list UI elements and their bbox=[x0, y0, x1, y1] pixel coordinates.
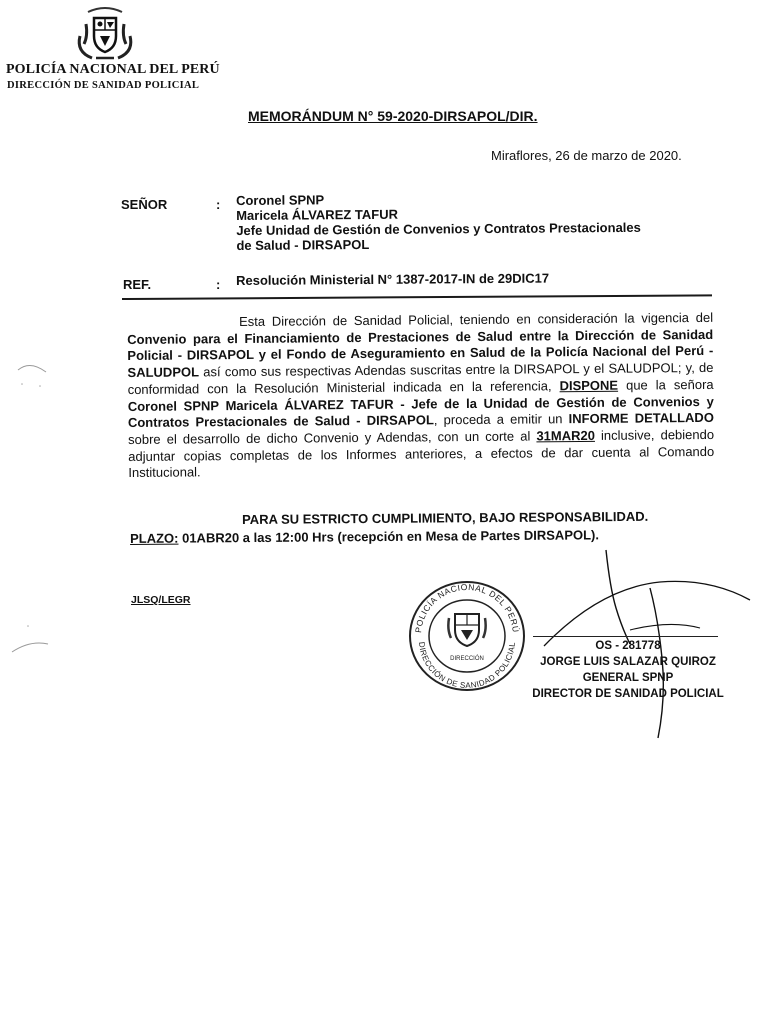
body-text: Esta Dirección de Sanidad Policial, teniendo en consideración la vigencia del bbox=[238, 309, 714, 330]
header-divider bbox=[122, 294, 712, 300]
seal-crest-icon bbox=[448, 614, 485, 646]
seal-bottom-text: DIRECCIÓN DE SANIDAD POLICIAL bbox=[416, 641, 518, 691]
agreement-name: Convenio para el Financiamiento de Prestaciones de Salud entre la Dirección de Sanidad Policial - DIRSAPOL y el Fondo de Aseguramiento en Salud de la Policía Nacional del Perú - SALUDPOL bbox=[127, 326, 714, 381]
body-text: inclusive, debiendo adjuntar copias completas de los Informes anteriores, a efectos de dar cuenta al Comando Institucional. bbox=[128, 426, 715, 481]
seal-inner-label: DIRECCIÓN bbox=[450, 656, 484, 662]
date-line: Miraflores, 26 de marzo de 2020. bbox=[491, 148, 682, 163]
body-text: sobre el desarrollo de dicho Convenio y Adendas, con un corte al bbox=[128, 428, 537, 447]
addressee-line: Maricela ÁLVAREZ TAFUR bbox=[236, 206, 399, 223]
deadline-text: 01ABR20 a las 12:00 Hrs (recepción en Mesa de Partes DIRSAPOL). bbox=[178, 527, 600, 546]
signatory-rank: GENERAL SPNP bbox=[582, 672, 674, 684]
closing-statement: PARA SU ESTRICTO CUMPLIMIENTO, BAJO RESPONSABILIDAD. bbox=[242, 508, 649, 527]
institution-name: POLICÍA NACIONAL DEL PERÚ bbox=[6, 62, 220, 77]
signatory-block bbox=[528, 638, 728, 702]
reference-label: REF. bbox=[123, 277, 152, 292]
addressee-block bbox=[236, 189, 716, 253]
body-text: así como sus respectivas Adendas suscritas entre la DIRSAPOL y el SALUDPOL; y, de conformidad con la Resolución Ministerial indicada en la referencia, bbox=[127, 359, 714, 397]
signatory-code: OS - 281778 bbox=[595, 640, 661, 652]
body-text: , proceda a emitir un bbox=[433, 411, 569, 428]
seal-top-text: POLICÍA NACIONAL DEL PERÚ bbox=[413, 581, 521, 634]
body-text: que la señora bbox=[617, 376, 714, 393]
scan-margin-marks bbox=[0, 350, 60, 670]
body-paragraph bbox=[127, 310, 714, 482]
reference-colon: : bbox=[216, 277, 221, 292]
signatory-position: DIRECTOR DE SANIDAD POLICIAL bbox=[532, 688, 724, 700]
addressee-label: SEÑOR bbox=[121, 197, 168, 212]
peru-coat-of-arms-icon bbox=[74, 6, 136, 62]
memo-title: MEMORÁNDUM N° 59-2020-DIRSAPOL/DIR. bbox=[248, 108, 538, 124]
department-name: DIRECCIÓN DE SANIDAD POLICIAL bbox=[7, 80, 200, 91]
deadline-label: PLAZO: bbox=[130, 530, 179, 546]
addressee-line: Coronel SPNP bbox=[236, 192, 325, 208]
deadline-line bbox=[130, 527, 599, 546]
officer-name: Coronel SPNP Maricela ÁLVAREZ TAFUR - Jefe de la Unidad de Gestión de Convenios y Contratos Prestacionales de Salud - DIRSAPOL bbox=[127, 393, 714, 431]
reference-text: Resolución Ministerial N° 1387-2017-IN de 29DIC17 bbox=[236, 270, 550, 288]
initials: JLSQ/LEGR bbox=[131, 594, 191, 606]
addressee-line: Jefe Unidad de Gestión de Convenios y Contratos Prestacionales bbox=[236, 219, 641, 238]
dispone-keyword: DISPONE bbox=[559, 377, 619, 394]
addressee-line: de Salud - DIRSAPOL bbox=[236, 236, 370, 253]
signatory-name: JORGE LUIS SALAZAR QUIROZ bbox=[540, 656, 716, 668]
addressee-colon: : bbox=[216, 197, 221, 212]
cutoff-date: 31MAR20 bbox=[536, 427, 595, 444]
signature-rule bbox=[533, 636, 718, 637]
report-type: INFORME DETALLADO bbox=[568, 410, 714, 427]
